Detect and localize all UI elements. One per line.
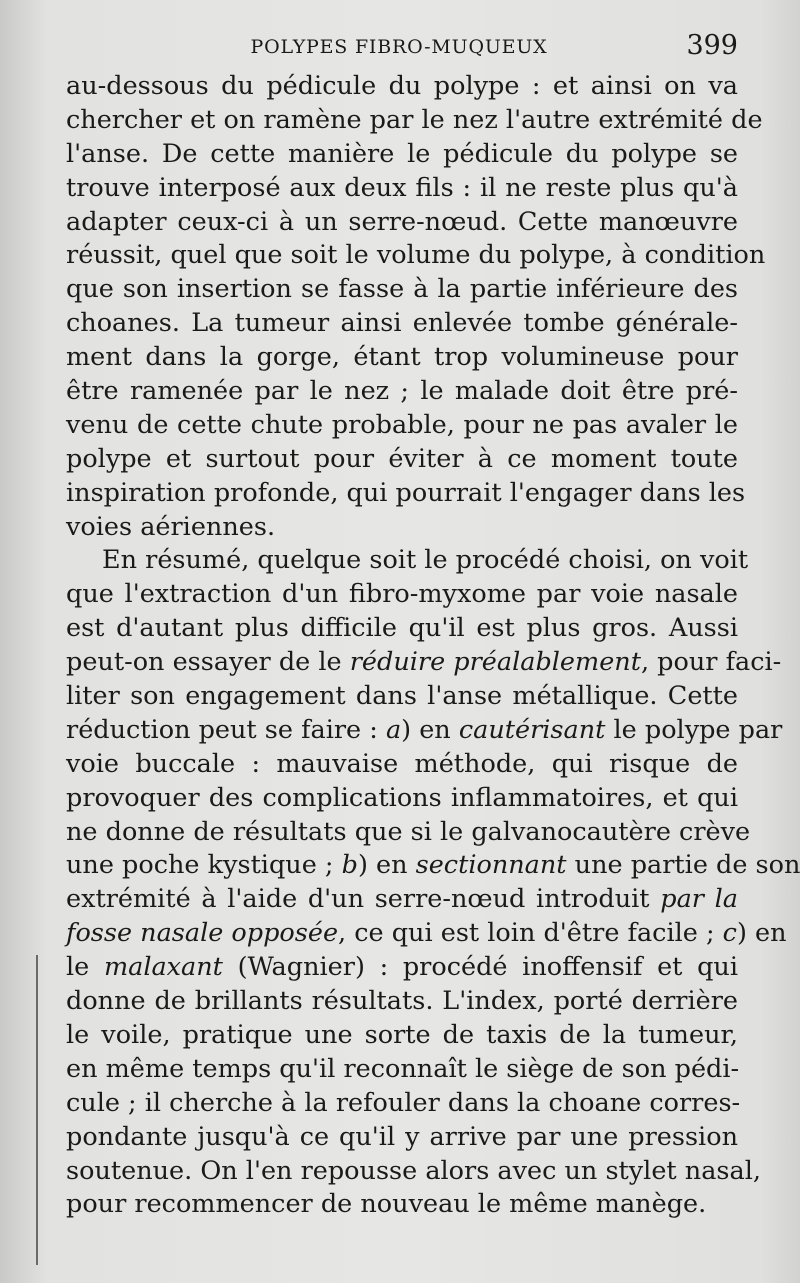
text-line: inspiration profonde, qui pourrait l'engager dans les xyxy=(66,477,746,508)
list-marker: b xyxy=(341,850,358,881)
text-line: extrémité à l'aide d'un serre-nœud introduit par la xyxy=(66,884,739,915)
body-text xyxy=(66,70,800,1222)
text-line: en même temps qu'il reconnaît le siège de son pédi- xyxy=(66,1053,740,1084)
text-line: au-dessous du pédicule du polype : et ainsi on va xyxy=(66,71,738,101)
text-line: ment dans la gorge, étant trop volumineuse pour xyxy=(66,342,738,373)
text-line: le malaxant (Wagnier) : procédé inoffensif et qui xyxy=(66,952,739,983)
text-line: donne de brillants résultats. L'index, porté derrière xyxy=(66,986,738,1017)
text-line: soutenue. On l'en repousse alors avec un stylet nasal, xyxy=(66,1155,761,1186)
text-line: réduction peut se faire : a) en cautérisant le polype par xyxy=(66,714,783,745)
text-line: que l'extraction d'un fibro-myxome par voie nasale xyxy=(66,579,738,610)
text-line: adapter ceux-ci à un serre-nœud. Cette manœuvre xyxy=(66,206,738,237)
text-line: ne donne de résultats que si le galvanocautère crève xyxy=(66,816,751,847)
running-title: POLYPES FIBRO-MUQUEUX xyxy=(250,36,548,58)
text-line: chercher et on ramène par le nez l'autre extrémité de xyxy=(66,104,763,135)
text-line: que son insertion se fasse à la partie inférieure des xyxy=(66,274,738,305)
paragraph-end-line: pour recommencer de nouveau le même manège. xyxy=(66,1189,707,1220)
italic-phrase: fosse nasale opposée xyxy=(66,918,339,949)
italic-phrase: malaxant xyxy=(103,952,223,983)
list-marker: c xyxy=(722,918,737,949)
paragraph-first-line: En résumé, quelque soit le procédé choisi, on voit xyxy=(102,545,749,576)
text-line: provoquer des complications inflammatoires, et qui xyxy=(66,782,738,813)
paragraph-end-line: voies aériennes. xyxy=(66,511,276,542)
text-line: est d'autant plus difficile qu'il est plus gros. Aussi xyxy=(66,613,738,644)
margin-pencil-mark xyxy=(36,955,38,1265)
page-header xyxy=(60,30,738,66)
list-marker: a xyxy=(385,714,402,745)
italic-phrase: par la xyxy=(660,884,739,915)
text-line: peut-on essayer de le réduire préalablement, pour faci- xyxy=(66,647,782,678)
text-line: être ramenée par le nez ; le malade doit être pré- xyxy=(66,376,738,407)
text-line: venu de cette chute probable, pour ne pas avaler le xyxy=(66,409,738,440)
text-line: fosse nasale opposée, ce qui est loin d'être facile ; c) en xyxy=(66,918,787,949)
italic-phrase: réduire préalablement xyxy=(349,647,641,678)
text-line: choanes. La tumeur ainsi enlevée tombe générale- xyxy=(66,308,738,339)
text-line: réussit, quel que soit le volume du polype, à condition xyxy=(66,240,766,271)
text-line: l'anse. De cette manière le pédicule du polype se xyxy=(66,138,738,169)
text-line: voie buccale : mauvaise méthode, qui risque de xyxy=(66,748,738,779)
text-line: polype et surtout pour éviter à ce moment toute xyxy=(66,443,738,474)
page-number: 399 xyxy=(686,30,738,61)
text-line: pondante jusqu'à ce qu'il y arrive par une pression xyxy=(66,1121,738,1152)
italic-phrase: cautérisant xyxy=(458,714,606,745)
text-line: cule ; il cherche à la refouler dans la choane corres- xyxy=(66,1087,741,1118)
text-line: trouve interposé aux deux fils : il ne reste plus qu'à xyxy=(66,172,738,203)
text-line: le voile, pratique une sorte de taxis de la tumeur, xyxy=(66,1019,738,1050)
italic-phrase: sectionnant xyxy=(415,850,567,881)
text-line: une poche kystique ; b) en sectionnant une partie de son xyxy=(66,850,800,881)
text-line: liter son engagement dans l'anse métallique. Cette xyxy=(66,681,738,712)
